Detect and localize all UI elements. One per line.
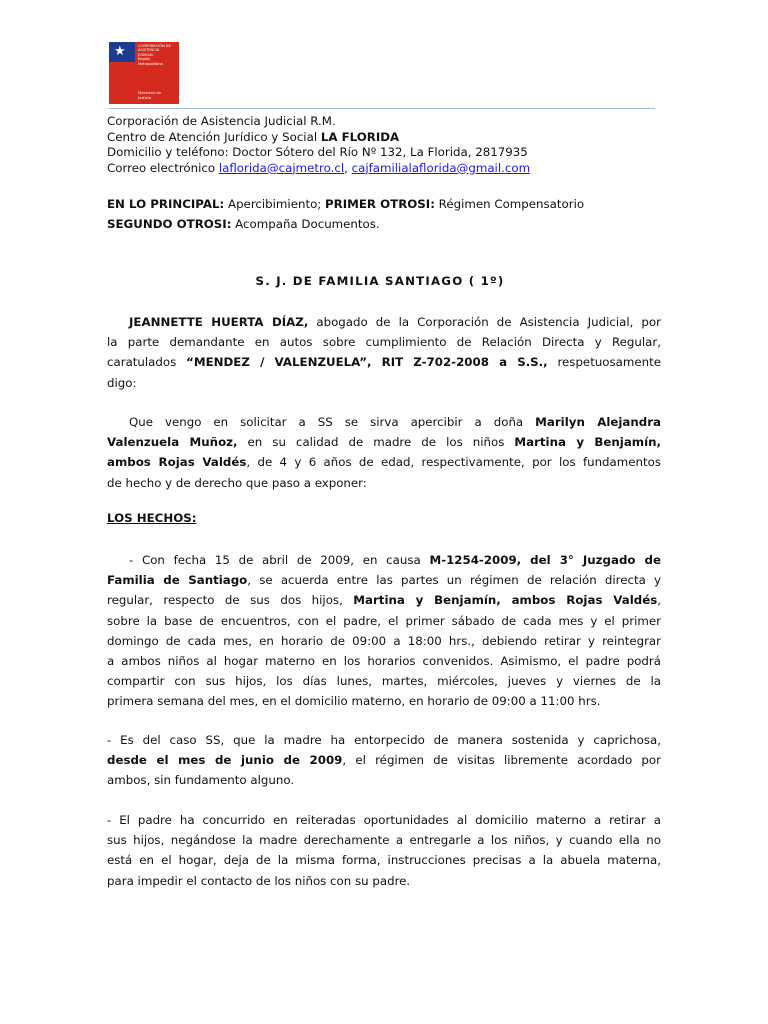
text-line: primera semana del mes, en el domicilio materno, en horario de 09:00 a 11:00 hrs. [107, 694, 601, 709]
text-run: en su calidad de madre de los niños [237, 435, 515, 450]
paragraph-fact-2 [107, 730, 661, 791]
text-line: ambos, sin fundamento alguno. [107, 773, 295, 788]
second-otrosi-text: Acompaña Documentos. [231, 217, 380, 231]
principal-label: EN LO PRINCIPAL: [107, 197, 225, 211]
logo-flag-red [109, 62, 135, 104]
text-run: - Con fecha 15 de abril de 2009, en causa [129, 553, 430, 567]
text-line: - Es del caso SS, que la madre ha entorpecido de manera sostenida y caprichosa, [107, 733, 661, 747]
text-line [107, 590, 661, 610]
logo-text-panel [135, 42, 179, 104]
children-full-names: Martina y Benjamín, ambos Rojas Valdés [353, 593, 658, 608]
institution-logo [109, 42, 179, 104]
text-run: Que vengo en solicitar a SS se sirva apercibir a doña [129, 415, 536, 429]
email-link-1[interactable]: laflorida@cajmetro.cl [218, 160, 345, 175]
text-line [107, 352, 661, 372]
text-line [107, 412, 661, 432]
email-separator: , [344, 160, 352, 175]
text-line [107, 452, 661, 472]
court-name: Familia de Santiago [107, 573, 248, 588]
summary-line-1 [107, 194, 584, 214]
text-line: sobre la base de encuentros, con el padre, el primer sábado de cada mes y el primer [107, 613, 661, 628]
text-line: - El padre ha concurrido en reiteradas oportunidades al domicilio materno a retirar a [107, 813, 661, 827]
first-otrosi-text: Régimen Compensatorio [434, 197, 585, 211]
text-run: respetuosamente [547, 355, 661, 370]
text-line: domingo de cada mes, en horario de 09:00 a 18:00 hrs., debiendo retirar y reintegrar [107, 633, 661, 648]
text-line: digo: [107, 375, 137, 390]
case-number: M-1254-2009, del 3° Juzgado de [429, 553, 661, 567]
logo-flag-blue [109, 42, 135, 62]
second-otrosi-label: SEGUNDO OTROSI: [107, 217, 232, 231]
logo-text-1: CORPORACIÓN DE [138, 44, 171, 48]
text-line: compartir con sus hijos, los días lunes, martes, miércoles, jueves y viernes de la [107, 674, 661, 689]
text-line: a ambos niños al hogar materno en los horarios convenidos. Asimismo, el padre podrá [107, 653, 661, 668]
text-line [107, 570, 661, 590]
defendant-surname: Valenzuela Muñoz, [107, 435, 238, 450]
text-line: sus hijos, negándose la madre derechamente a entregarle a los niños, y cuando ella no [107, 833, 661, 848]
org-name: Corporación de Asistencia Judicial R.M. [107, 114, 336, 128]
letterhead [107, 114, 530, 176]
center-line [107, 130, 530, 146]
attorney-name: JEANNETTE HUERTA DÍAZ, [129, 315, 309, 329]
logo-text-5: Ministerio de [138, 91, 162, 96]
logo-text-4: Región Metropolitana [138, 57, 163, 66]
text-line: para impedir el contacto de los niños con su padre. [107, 873, 411, 888]
logo-flag [109, 42, 135, 104]
email-link-2[interactable]: cajfamilialaflorida@gmail.com [351, 160, 531, 175]
paragraph-request [107, 412, 661, 493]
court-heading: S. J. DE FAMILIA SANTIAGO ( 1º) [255, 274, 505, 288]
date-emphasis: desde el mes de junio de 2009 [107, 753, 343, 768]
text-run: , de 4 y 6 años de edad, respectivamente, por los fundamentos [246, 455, 661, 470]
text-line [107, 312, 661, 332]
text-run: , el régimen de visitas libremente acordado por [342, 753, 661, 768]
paragraph-fact-1 [107, 550, 661, 712]
case-caption: “MENDEZ / VALENZUELA”, RIT Z-702-2008 a S.S., [186, 355, 548, 370]
logo-text-2: ASISTENCIA [138, 48, 160, 53]
logo-text-3: JUDICIAL [138, 52, 154, 57]
text-line [107, 550, 661, 570]
text-line: la parte demandante en autos sobre cumplimiento de Relación Directa y Regular, [107, 335, 661, 350]
text-line: de hecho y de derecho que paso a exponer: [107, 475, 367, 490]
logo-text-6: Justicia [138, 95, 151, 100]
text-run: caratulados [107, 355, 187, 370]
center-name: LA FLORIDA [320, 129, 400, 144]
text-line: está en el hogar, deja de la misma forma, instrucciones precisas a la abuela materna, [107, 853, 661, 868]
children-names: Martina y Benjamín, [514, 435, 661, 450]
paragraph-intro [107, 312, 661, 393]
text-run: , se acuerda entre las partes un régimen de relación directa y [247, 573, 662, 588]
first-otrosi-label: PRIMER OTROSI: [325, 197, 435, 211]
email-line [107, 161, 530, 177]
center-prefix: Centro de Atención Jurídico y Social [107, 129, 321, 144]
text-run: , [657, 593, 661, 608]
text-run: abogado de la Corporación de Asistencia Judicial, por [308, 315, 661, 329]
filing-summary [107, 194, 584, 234]
defendant-name: Marilyn Alejandra [535, 415, 661, 429]
principal-text: Apercibimiento; [224, 197, 326, 211]
text-line [107, 750, 661, 770]
summary-line-2 [107, 214, 584, 234]
children-surnames: ambos Rojas Valdés [107, 455, 247, 470]
star-icon: ★ [114, 44, 126, 59]
text-line [107, 432, 661, 452]
paragraph-fact-3 [107, 810, 661, 891]
text-run: regular, respecto de sus dos hijos, [107, 593, 354, 608]
email-label: Correo electrónico [107, 160, 219, 175]
section-title-facts: LOS HECHOS: [107, 511, 197, 525]
address-line: Domicilio y teléfono: Doctor Sótero del Río Nº 132, La Florida, 2817935 [107, 145, 528, 160]
header-divider [109, 108, 655, 109]
